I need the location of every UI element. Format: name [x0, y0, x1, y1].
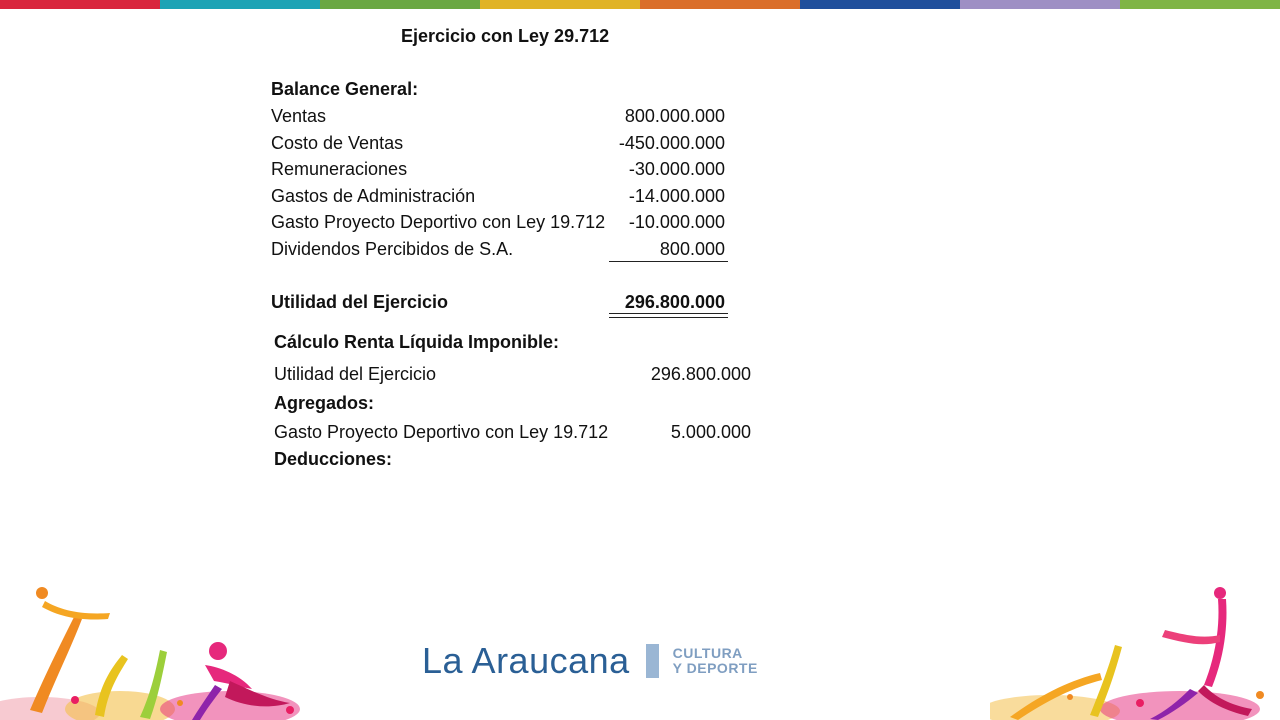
balance-row: [271, 237, 731, 261]
balance-row: [271, 184, 731, 208]
logo-subtitle-line2: Y DEPORTE: [672, 660, 758, 676]
balance-row: [271, 131, 731, 155]
stripe-segment-4: [480, 0, 640, 9]
balance-row-label: Ventas: [271, 106, 327, 126]
rli-utilidad-row: [274, 362, 754, 386]
logo-name: La Araucana: [422, 640, 630, 681]
balance-row-label: Costo de Ventas: [271, 133, 404, 153]
agregado-value: 5.000.000: [670, 422, 751, 442]
balance-row: [271, 210, 731, 234]
page-title: Ejercicio con Ley 29.712: [401, 26, 610, 46]
stripe-segment-7: [960, 0, 1120, 9]
deducciones-heading-row: [274, 447, 754, 471]
rli-utilidad-value: 296.800.000: [650, 364, 751, 384]
subtotal-underline: [609, 261, 728, 262]
balance-row-value: -30.000.000: [628, 159, 725, 179]
total-double-underline: [609, 313, 728, 318]
stripe-segment-3: [320, 0, 480, 9]
deducciones-heading: Deducciones:: [274, 449, 393, 469]
logo-subtitle: [673, 646, 758, 676]
dancers-splash-left-icon: [0, 585, 330, 720]
balance-row-label: Dividendos Percibidos de S.A.: [271, 239, 514, 259]
stripe-segment-1: [0, 0, 160, 9]
dancers-splash-right-icon: [990, 585, 1280, 720]
la-araucana-logo: [422, 636, 758, 686]
balance-row-label: Gastos de Administración: [271, 186, 476, 206]
rli-heading: Cálculo Renta Líquida Imponible:: [274, 332, 560, 352]
logo-bar: [646, 644, 659, 678]
stripe-segment-6: [800, 0, 960, 9]
balance-row-value: 800.000.000: [624, 106, 725, 126]
balance-row: [271, 104, 731, 128]
balance-heading: Balance General:: [271, 79, 419, 99]
agregados-heading-row: [274, 391, 754, 415]
stripe-segment-5: [640, 0, 800, 9]
balance-row-value: 800.000: [659, 239, 725, 259]
top-color-stripe: [0, 0, 1280, 9]
stripe-segment-2: [160, 0, 320, 9]
balance-total-row: [271, 290, 731, 314]
stripe-segment-8: [1120, 0, 1280, 9]
balance-row-value: -450.000.000: [618, 133, 725, 153]
balance-total-value: 296.800.000: [624, 292, 725, 312]
balance-row: [271, 157, 731, 181]
balance-heading-row: [271, 77, 731, 101]
rli-utilidad-label: Utilidad del Ejercicio: [274, 364, 437, 384]
agregado-row: [274, 420, 754, 444]
rli-heading-row: [274, 330, 754, 354]
balance-total-label: Utilidad del Ejercicio: [271, 292, 449, 312]
balance-row-label: Remuneraciones: [271, 159, 408, 179]
logo-subtitle-line1: CULTURA: [672, 645, 743, 661]
balance-row-value: -14.000.000: [628, 186, 725, 206]
balance-row-value: -10.000.000: [628, 212, 725, 232]
balance-row-label: Gasto Proyecto Deportivo con Ley 19.712: [271, 212, 606, 232]
agregado-label: Gasto Proyecto Deportivo con Ley 19.712: [274, 422, 609, 442]
agregados-heading: Agregados:: [274, 393, 375, 413]
